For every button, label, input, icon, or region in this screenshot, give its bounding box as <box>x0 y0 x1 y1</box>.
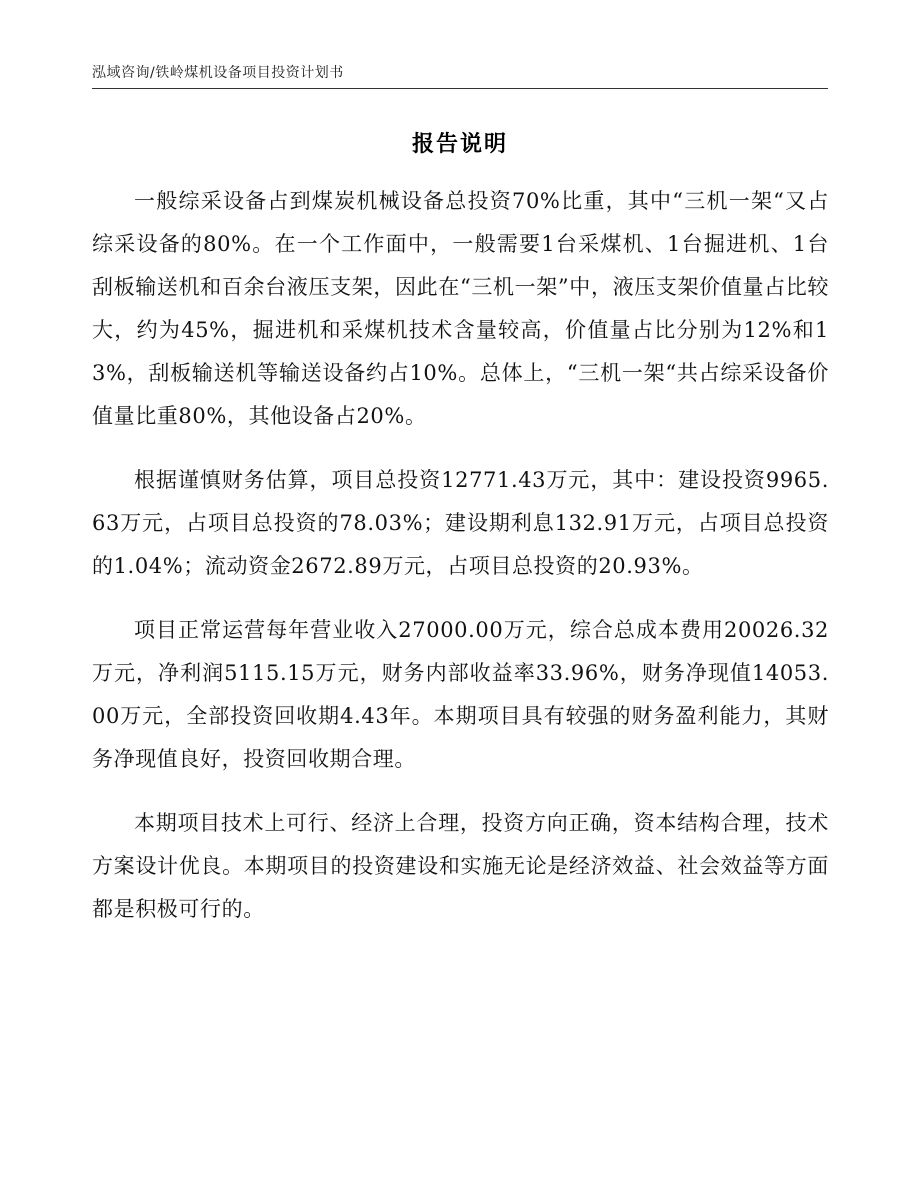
running-header: 泓域咨询/铁岭煤机设备项目投资计划书 <box>92 65 344 81</box>
paragraph-financials: 项目正常运营每年营业收入27000.00万元，综合总成本费用20026.32万元，净利润5115.15万元，财务内部收益率33.96%，财务净现值14053.00万元，全部投资回收期4.43年。本期项目具有较强的财务盈利能力，其财务净现值良好，投资回收期合理。 <box>92 618 829 771</box>
paragraph-conclusion: 本期项目技术上可行、经济上合理，投资方向正确，资本结构合理，技术方案设计优良。本期项目的投资建设和实施无论是经济效益、社会效益等方面都是积极可行的。 <box>92 811 829 921</box>
report-body <box>92 180 829 952</box>
header-divider <box>92 88 828 89</box>
paragraph-investment: 根据谨慎财务估算，项目总投资12771.43万元，其中：建设投资9965.63万元，占项目总投资的78.03%；建设期利息132.91万元，占项目总投资的1.04%；流动资金2672.89万元，占项目总投资的20.93%。 <box>92 468 829 578</box>
page-title: 报告说明 <box>411 132 508 157</box>
paragraph-equipment-share: 一般综采设备占到煤炭机械设备总投资70%比重，其中“三机一架“又占综采设备的80%。在一个工作面中，一般需要1台采煤机、1台掘进机、1台刮板输送机和百余台液压支架，因此在“三机一架”中，液压支架价值量占比较大，约为45%，掘进机和采煤机技术含量较高，价值量占比分别为12%和13%，刮板输送机等输送设备约占10%。总体上，“三机一架“共占综采设备价值量比重80%，其他设备占20%。 <box>92 189 829 428</box>
